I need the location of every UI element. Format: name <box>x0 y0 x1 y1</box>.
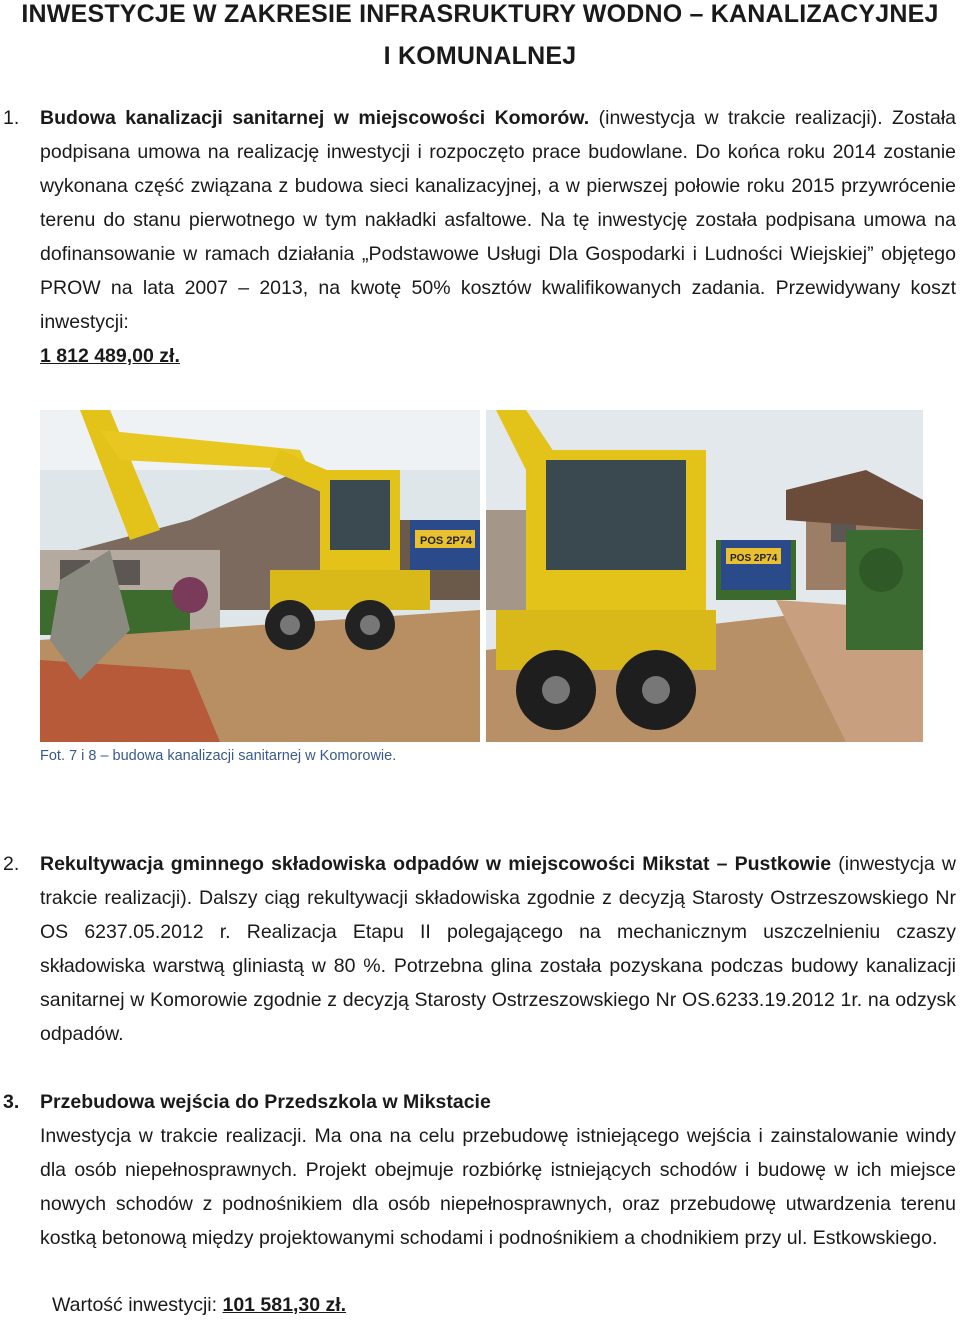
section2-heading: Rekultywacja gminnego składowiska odpadów w miejscowości Mikstat – Pustkowie <box>40 853 832 875</box>
photo-plate-text-1: POS 2P74 <box>420 535 472 547</box>
section3-text <box>40 1085 956 1255</box>
section3-number: 3. <box>3 1091 20 1113</box>
section1-text <box>40 101 956 373</box>
photo-excavator-1 <box>40 410 480 742</box>
document-title-line1: INWESTYCJE W ZAKRESIE INFRASRUKTURY WODNO – KANALIZACYJNEJ <box>21 0 939 28</box>
section1-body: Została podpisana umowa na realizację inwestycji i rozpoczęto prace budowlane. Do końca roku 2014 zostanie wykonana część związana z budowa sieci kanalizacyjnej, a w pierwszej połowie roku 2015 przywrócenie terenu do stanu pierwotnego w tym nakładki asfaltowe. Na tę inwestycję została podpisana umowa na dofinansowanie w ramach działania „Podstawowe Usługi Dla Gospodarki i Ludności Wiejskiej” objętego PROW na lata 2007 – 2013, na kwotę 50% kosztów kwalifikowanych zadania. Przewidywany koszt inwestycji: <box>40 107 956 333</box>
section1-heading: Budowa kanalizacji sanitarnej w miejscowości Komorów. <box>40 107 590 129</box>
section3-value: 101 581,30 zł. <box>222 1294 347 1316</box>
photo-plate-text-2: POS 2P74 <box>730 553 778 564</box>
photo-excavator-2 <box>486 410 923 742</box>
section2-text <box>40 847 956 1051</box>
section1-number: 1. <box>3 107 20 129</box>
section2-number: 2. <box>3 853 20 875</box>
section3-body: Inwestycja w trakcie realizacji. Ma ona na celu przebudowę istniejącego wejścia i zainstalowanie windy dla osób niepełnosprawnych. Projekt obejmuje rozbiórkę istniejących schodów i budowę w ich miejsce nowych schodów z podnośnikiem dla osób niepełnosprawnych, oraz przebudowę utwardzenia terenu kostką betonową między projektowanymi schodami i podnośnikiem a chodnikiem przy ul. Estkowskiego. <box>40 1125 956 1249</box>
photo-caption: Fot. 7 i 8 – budowa kanalizacji sanitarnej w Komorowie. <box>40 748 397 764</box>
section3-heading: Przebudowa wejścia do Przedszkola w Mikstacie <box>40 1091 491 1113</box>
section1-status: (inwestycja w trakcie realizacji). <box>598 107 883 129</box>
section3-value-line <box>52 1290 346 1320</box>
section3-value-label: Wartość inwestycji: <box>52 1294 218 1316</box>
section2-body: (inwestycja w trakcie realizacji). Dalszy ciąg rekultywacji składowiska zgodnie z decyzją Starosty Ostrzeszowskiego Nr OS 6237.05.2012 r. Realizacja Etapu II polegającego na mechanicznym uszczelnieniu czaszy składowiska warstwą gliniastą w 80 %. Potrzebna glina została pozyskana podczas budowy kanalizacji sanitarnej w Komorowie zgodnie z decyzją Starosty Ostrzeszowskiego Nr OS.6233.19.2012 1r. na odzysk odpadów. <box>40 853 956 1045</box>
document-title-line2: I KOMUNALNEJ <box>383 42 577 70</box>
section1-cost: 1 812 489,00 zł. <box>40 345 180 367</box>
